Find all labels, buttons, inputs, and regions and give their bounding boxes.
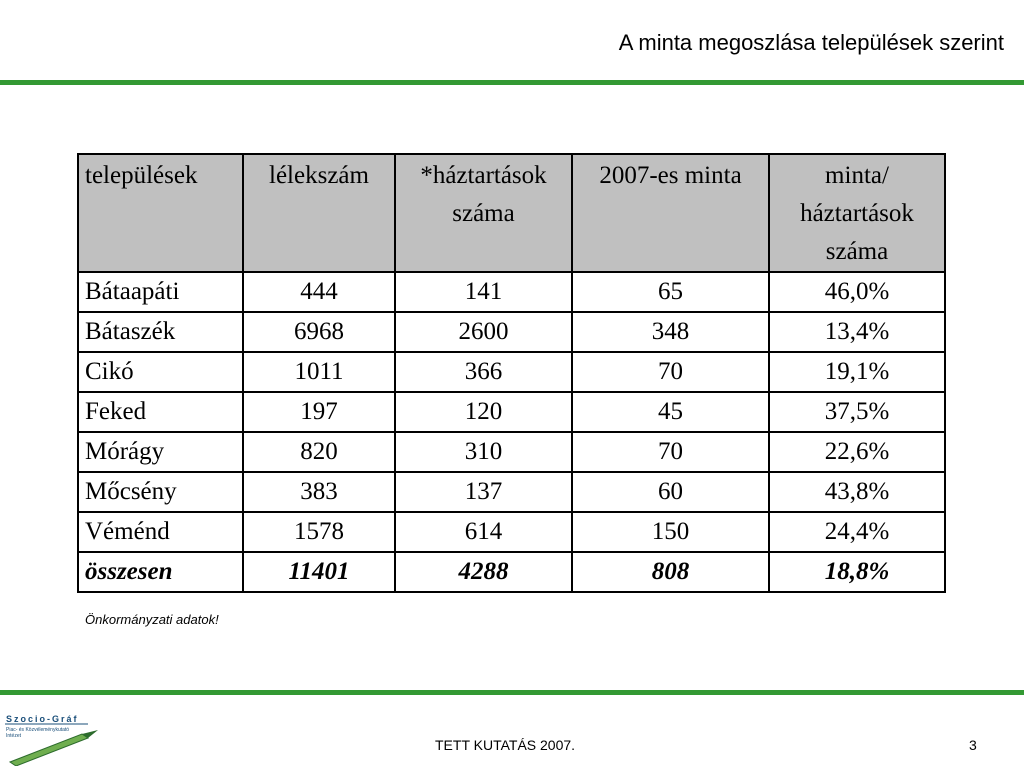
cell-settlement: Bátaszék (78, 312, 243, 352)
cell-total-label: összesen (78, 552, 243, 592)
cell-ratio: 22,6% (769, 432, 945, 472)
logo-subtitle-line2: Intézet (6, 733, 22, 739)
cell-ratio: 43,8% (769, 472, 945, 512)
cell-households: 2600 (395, 312, 572, 352)
cell-sample: 348 (572, 312, 769, 352)
header-households: *háztartások száma (395, 154, 572, 272)
cell-households: 310 (395, 432, 572, 472)
footnote: Önkormányzati adatok! (85, 612, 219, 627)
cell-population: 197 (243, 392, 395, 432)
company-logo (2, 712, 102, 766)
cell-settlement: Mőcsény (78, 472, 243, 512)
cell-sample: 70 (572, 352, 769, 392)
cell-households: 141 (395, 272, 572, 312)
table-row (78, 432, 945, 472)
cell-sample: 60 (572, 472, 769, 512)
cell-population: 383 (243, 472, 395, 512)
table-row (78, 272, 945, 312)
top-divider (0, 80, 1024, 85)
cell-settlement: Cikó (78, 352, 243, 392)
cell-sample: 70 (572, 432, 769, 472)
cell-settlement: Mórágy (78, 432, 243, 472)
table-header-row (78, 154, 945, 272)
cell-households: 366 (395, 352, 572, 392)
table-total-row (78, 552, 945, 592)
table-row (78, 512, 945, 552)
sample-distribution-table (77, 153, 946, 593)
header-settlements: települések (78, 154, 243, 272)
cell-population: 820 (243, 432, 395, 472)
table-row (78, 312, 945, 352)
bottom-divider (0, 690, 1024, 695)
cell-ratio: 37,5% (769, 392, 945, 432)
logo-subtitle (6, 727, 69, 739)
table-row (78, 392, 945, 432)
cell-ratio: 19,1% (769, 352, 945, 392)
table-row (78, 352, 945, 392)
cell-population: 1011 (243, 352, 395, 392)
cell-total-population: 11401 (243, 552, 395, 592)
header-population: lélekszám (243, 154, 395, 272)
cell-total-households: 4288 (395, 552, 572, 592)
cell-households: 120 (395, 392, 572, 432)
cell-settlement: Bátaapáti (78, 272, 243, 312)
table-row (78, 472, 945, 512)
cell-settlement: Véménd (78, 512, 243, 552)
header-sample-2007: 2007-es minta (572, 154, 769, 272)
cell-ratio: 24,4% (769, 512, 945, 552)
cell-ratio: 46,0% (769, 272, 945, 312)
cell-settlement: Feked (78, 392, 243, 432)
cell-population: 444 (243, 272, 395, 312)
cell-population: 6968 (243, 312, 395, 352)
logo-name: Szocio-Gráf (6, 714, 79, 724)
cell-population: 1578 (243, 512, 395, 552)
header-sample-ratio: minta/ háztartások száma (769, 154, 945, 272)
cell-sample: 45 (572, 392, 769, 432)
slide-title: A minta megoszlása települések szerint (618, 30, 1004, 55)
cell-total-ratio: 18,8% (769, 552, 945, 592)
cell-households: 137 (395, 472, 572, 512)
footer-text: TETT KUTATÁS 2007. (435, 737, 576, 753)
cell-ratio: 13,4% (769, 312, 945, 352)
page-number: 3 (969, 737, 977, 753)
cell-sample: 150 (572, 512, 769, 552)
cell-households: 614 (395, 512, 572, 552)
cell-sample: 65 (572, 272, 769, 312)
logo-subtitle-line1: Piac- és Közvéleménykutató (6, 727, 70, 733)
cell-total-sample: 808 (572, 552, 769, 592)
